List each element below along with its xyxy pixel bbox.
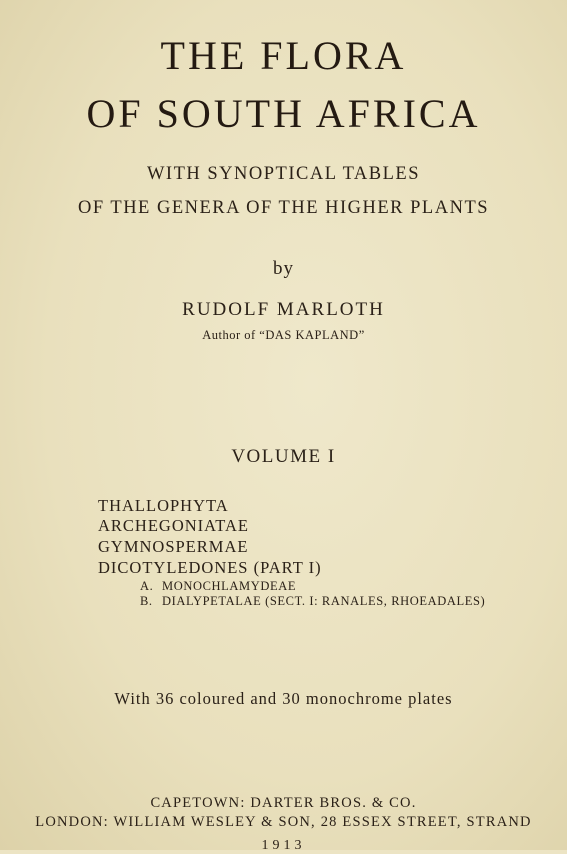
- imprint-capetown: CAPETOWN: DARTER BROS. & CO.: [150, 795, 417, 811]
- title-line-1: THE FLORA: [160, 33, 407, 78]
- contents-item: GYMNOSPERMAE: [98, 537, 249, 556]
- contents-item: DICOTYLEDONES (PART I): [98, 558, 322, 577]
- subitem-text: MONOCHLAMYDEAE: [162, 579, 297, 593]
- subitem-letter: A.: [140, 579, 154, 593]
- subtitle-line-2: OF THE GENERA OF THE HIGHER PLANTS: [77, 198, 490, 218]
- imprint-london: LONDON: WILLIAM WESLEY & SON, 28 ESSEX STREET, STRAND: [35, 814, 532, 830]
- author-name: RUDOLF MARLOTH: [182, 299, 385, 320]
- title-line-2: OF SOUTH AFRICA: [86, 91, 481, 136]
- subitem-text: DIALYPETALAE (SECT. I: RANALES, RHOEADALES): [162, 594, 486, 608]
- author-note: Author of “DAS KAPLAND”: [202, 328, 365, 342]
- subtitle-line-1: WITH SYNOPTICAL TABLES: [146, 164, 421, 184]
- publication-year: 1913: [261, 838, 306, 853]
- subitem-letter: B.: [140, 594, 153, 608]
- contents-subitem: [140, 594, 485, 609]
- plates-note: With 36 coloured and 30 monochrome plates: [114, 689, 453, 708]
- contents-item: THALLOPHYTA: [98, 496, 229, 515]
- volume-label: VOLUME I: [231, 446, 336, 467]
- contents-item: ARCHEGONIATAE: [98, 516, 250, 535]
- contents-subitem: [140, 579, 296, 594]
- by-label: by: [273, 258, 294, 279]
